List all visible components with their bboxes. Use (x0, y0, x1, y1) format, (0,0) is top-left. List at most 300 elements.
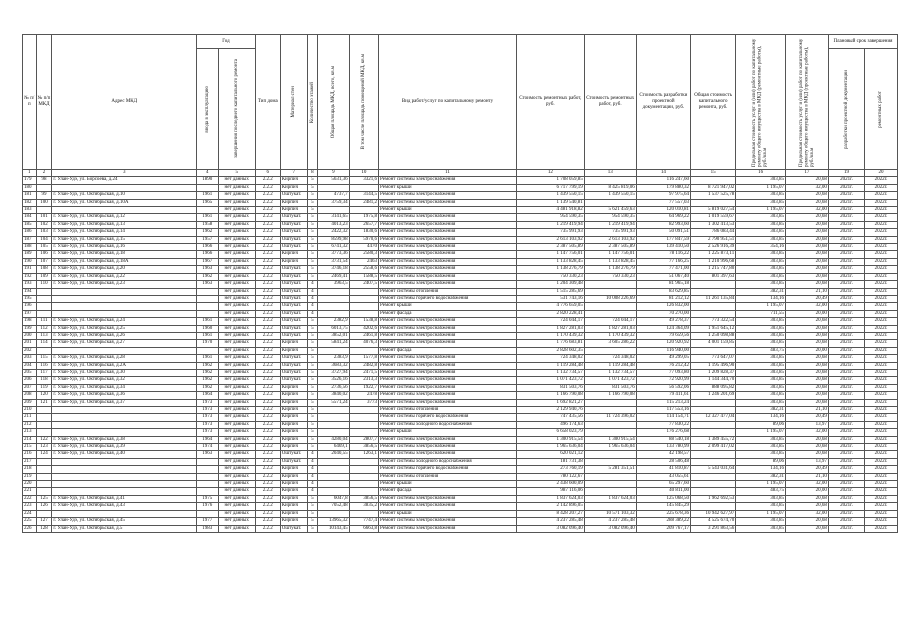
table-cell: нет данных (218, 510, 255, 517)
table-cell: Ремонт системы электроснабжения (379, 444, 517, 451)
table-cell: 5 (307, 244, 317, 251)
table-cell (318, 310, 350, 317)
table-cell: 77 166,25 (636, 258, 690, 265)
header-limit-repair: Предельная стоимость услуг и (или) работ по капитальному ремонту общего имущества в МКД (ремонтные работы), руб./кв.м (736, 35, 786, 170)
table-cell: 89,06 (736, 421, 786, 428)
table-cell (349, 184, 378, 191)
table-cell: 2021г. (828, 407, 864, 414)
table-cell: 2021г. (828, 362, 864, 369)
table-cell: 1 144 344,70 (691, 377, 736, 384)
table-cell: 108 (36, 266, 52, 273)
table-cell: 102 (36, 221, 52, 228)
table-cell: 2.2.2 (255, 369, 280, 376)
table-cell: 5 (307, 325, 317, 332)
table-cell: 5 (307, 236, 317, 243)
table-cell: 786 083,44 (691, 229, 736, 236)
table-cell: г. Улан-Удэ, ул. Октябрьская, д.25 (52, 325, 197, 332)
table-cell: Оштукат. (280, 192, 307, 199)
table-cell: 2022г. (865, 221, 898, 228)
table-cell: нет данных (218, 473, 255, 480)
table-cell: Ремонт системы электроснабжения (379, 525, 517, 532)
table-cell: 10143,45 (318, 525, 350, 532)
table-cell (36, 310, 52, 317)
table-cell: Ремонт системы горячего водоснабжения (379, 295, 517, 302)
table-cell: 2021г. (828, 518, 864, 525)
table-cell: 1890 (197, 177, 218, 184)
table-cell: Оштукат. (280, 318, 307, 325)
table-cell: нет данных (218, 266, 255, 273)
table-cell (52, 488, 197, 495)
table-row (23, 503, 898, 510)
table-cell: Ремонт системы электроснабжения (379, 518, 517, 525)
table-cell (197, 303, 218, 310)
table-cell (584, 429, 636, 436)
table-row (23, 421, 898, 428)
table-cell: 2 526 916,39 (691, 244, 736, 251)
table-cell: 111 (36, 318, 52, 325)
table-cell: г. Улан-Удэ, ул. Октябрьская, д.13 (52, 221, 197, 228)
table-cell: 20,68 (785, 273, 828, 280)
table-cell: Ремонт системы электроснабжения (379, 273, 517, 280)
table-cell: 303,85 (736, 525, 786, 532)
table-cell: 3 082 096,40 (516, 525, 584, 532)
table-cell: 303,85 (736, 362, 786, 369)
table-cell: г. Улан-Удэ, ул. Октябрьская, д.38 (52, 436, 197, 443)
table-cell: 225 (23, 518, 37, 525)
table-cell: Ремонт системы электроснабжения (379, 236, 517, 243)
table-cell: 32,00 (785, 207, 828, 214)
table-cell: нет данных (218, 518, 255, 525)
table-cell (584, 421, 636, 428)
table-cell: Кирпич (280, 392, 307, 399)
table-cell: г. Улан-Удэ, ул. Октябрьская, д.32 (52, 377, 197, 384)
table-cell: нет данных (218, 184, 255, 191)
column-number-row (23, 170, 898, 177)
table-cell (197, 488, 218, 495)
table-cell: 182 (23, 199, 37, 206)
table-cell (318, 347, 350, 354)
table-cell: 2022г. (865, 325, 898, 332)
table-cell: 8 721 947,02 (691, 184, 736, 191)
table-cell: Кирпич (280, 251, 307, 258)
table-cell: 3835,2 (349, 503, 378, 510)
table-cell: нет данных (218, 303, 255, 310)
header-limit-design: Предельная стоимость услуг и (или) работ по капитальному ремонту общего имущества в МКД (проектные работы), руб./кв.м (785, 35, 828, 170)
table-cell: Ремонт системы электроснабжения (379, 332, 517, 339)
table-cell: г. Улан-Удэ, ул. Октябрьская, д.14 (52, 229, 197, 236)
table-cell: 2.2.2 (255, 481, 280, 488)
table-cell: 5 (307, 177, 317, 184)
table-row (23, 473, 898, 480)
table-cell (349, 295, 378, 302)
table-cell: 20,68 (785, 377, 828, 384)
table-cell: 5 (307, 414, 317, 421)
table-cell: Ремонт системы электроснабжения (379, 392, 517, 399)
table-cell: 65 297,60 (636, 481, 690, 488)
table-cell (318, 429, 350, 436)
table-cell (52, 288, 197, 295)
table-cell: 2021г. (828, 295, 864, 302)
table-cell: Ремонт системы электроснабжения (379, 251, 517, 258)
header-cost-work: Стоимость ремонтных работ, руб. (516, 35, 584, 170)
table-cell: 2022г. (865, 244, 898, 251)
table-cell: 2021г. (828, 229, 864, 236)
table-cell: 20,68 (785, 199, 828, 206)
table-cell: Ремонт системы электроснабжения (379, 177, 517, 184)
table-cell: 2022г. (865, 332, 898, 339)
table-cell: 2.2.2 (255, 377, 280, 384)
table-cell: 735 991,93 (584, 229, 636, 236)
table-cell: 1965 (197, 199, 218, 206)
table-cell (349, 510, 378, 517)
table-cell: 2.2.2 (255, 207, 280, 214)
table-cell: 2463 (349, 258, 378, 265)
table-cell: 2022г. (865, 407, 898, 414)
table-cell: 1 147 756,01 (516, 251, 584, 258)
table-cell: Кирпич (280, 473, 307, 480)
table-cell: 121 (36, 399, 52, 406)
table-cell: Кирпич (280, 444, 307, 451)
table-cell: 3773 (349, 399, 378, 406)
table-cell: Оштукат. (280, 525, 307, 532)
table-cell: 124 (36, 451, 52, 458)
table-cell: 303,85 (736, 177, 786, 184)
table-cell: Ремонт системы электроснабжения (379, 244, 517, 251)
table-cell: Оштукат. (280, 332, 307, 339)
table-cell: 20,68 (785, 221, 828, 228)
table-cell: 181 731,38 (516, 458, 584, 465)
table-cell: 5 (307, 207, 317, 214)
table-cell: Кирпич (280, 429, 307, 436)
table-cell: 4470 (349, 244, 378, 251)
table-cell: Ремонт крыши (379, 481, 517, 488)
table-cell: нет данных (218, 466, 255, 473)
table-cell: 122 (36, 436, 52, 443)
table-cell: 1973 (197, 414, 218, 421)
table-cell: 206 (23, 377, 37, 384)
table-row (23, 207, 898, 214)
table-cell: 3683,32 (318, 362, 350, 369)
table-cell: 5 (307, 525, 317, 532)
table-cell: 2021г. (828, 332, 864, 339)
table-cell: 21,10 (785, 288, 828, 295)
table-cell: 2.2.2 (255, 414, 280, 421)
table-cell: г. Улан-Удэ, ул. Октябрьская, д.10А (52, 199, 197, 206)
table-cell: 1975 (197, 495, 218, 502)
table-cell: 221 (23, 488, 37, 495)
table-cell: Ремонт системы электроснабжения (379, 325, 517, 332)
table-cell: 42 198,57 (636, 451, 690, 458)
table-cell: 724 348,02 (584, 355, 636, 362)
table-cell: 2.2.2 (255, 295, 280, 302)
table-cell: 20,68 (785, 214, 828, 221)
table-cell: г. Улан-Удэ, ул. Октябрьская, д.23 (52, 281, 197, 288)
table-cell: 89,06 (736, 458, 786, 465)
table-cell: 77 557,03 (636, 199, 690, 206)
table-cell: 2022г. (865, 510, 898, 517)
table-cell: 2.2.2 (255, 473, 280, 480)
table-cell: 1 132 734,57 (516, 369, 584, 376)
table-cell: 6 717 799,19 (516, 184, 584, 191)
table-cell: 2.2.2 (255, 429, 280, 436)
table-row (23, 458, 898, 465)
table-cell: 127 (36, 518, 52, 525)
table-cell: 2022г. (865, 295, 898, 302)
table-cell: 801 397,63 (691, 273, 736, 280)
table-cell: 2.2.2 (255, 192, 280, 199)
table-cell: 1 195,07 (736, 429, 786, 436)
table-cell (52, 458, 197, 465)
table-cell (36, 407, 52, 414)
table-cell: 6469,1 (318, 444, 350, 451)
table-cell (197, 295, 218, 302)
table-cell: 5 (307, 444, 317, 451)
table-cell (349, 407, 378, 414)
table-cell: 2.2.2 (255, 251, 280, 258)
table-cell: 3321,6 (349, 177, 378, 184)
table-cell: 2580,3 (349, 251, 378, 258)
table-cell: Оштукат. (280, 244, 307, 251)
table-cell: Ремонт системы электроснабжения (379, 221, 517, 228)
table-cell: 99 (36, 192, 52, 199)
table-cell: 212 (23, 421, 37, 428)
table-cell: 20,68 (785, 281, 828, 288)
table-cell: 3856,5 (349, 495, 378, 502)
table-cell: 1 138 276,79 (584, 266, 636, 273)
table-cell (36, 488, 52, 495)
table-cell (318, 473, 350, 480)
table-row (23, 184, 898, 191)
table-cell: 106 (36, 251, 52, 258)
column-number-cell: 6 (255, 170, 280, 177)
table-cell: 20,68 (785, 362, 828, 369)
table-row (23, 495, 898, 502)
table-cell (691, 303, 736, 310)
table-cell: 133 780,99 (636, 444, 690, 451)
table-cell: нет данных (218, 369, 255, 376)
header-mkd-no: № п/п МКД (36, 35, 52, 170)
table-cell: 1 692 821,27 (516, 399, 584, 406)
table-cell: 202 (23, 347, 37, 354)
table-cell: 1 250 098,88 (691, 332, 736, 339)
table-row (23, 377, 898, 384)
table-cell: 177 847,59 (636, 236, 690, 243)
table-cell: 2022г. (865, 340, 898, 347)
table-cell: 4 525 674,70 (691, 518, 736, 525)
table-cell (691, 407, 736, 414)
table-cell: 3526,16 (318, 377, 350, 384)
table-cell: 2.2.2 (255, 347, 280, 354)
table-cell: нет данных (218, 281, 255, 288)
table-cell: 3731,54 (318, 258, 350, 265)
table-cell: 2021г. (828, 244, 864, 251)
table-cell (318, 510, 350, 517)
table-cell: Кирпич (280, 495, 307, 502)
table-cell: 116 (36, 362, 52, 369)
table-cell: Оштукат. (280, 229, 307, 236)
table-cell: 186 (23, 229, 37, 236)
table-cell: 101 (36, 214, 52, 221)
table-cell: Ремонт системы электроснабжения (379, 340, 517, 347)
table-cell: Оштукат. (280, 266, 307, 273)
table-cell: 120 (36, 392, 52, 399)
table-cell: 2022г. (865, 488, 898, 495)
table-cell: нет данных (218, 288, 255, 295)
table-cell: г. Улан-Удэ, ул. Октябрьская, д.41 (52, 495, 197, 502)
table-cell: 5 (307, 384, 317, 391)
table-cell: Ремонт фасада (379, 310, 517, 317)
table-cell: 2.2.2 (255, 177, 280, 184)
table-row (23, 510, 898, 517)
table-cell (197, 458, 218, 465)
table-cell: 125 (36, 495, 52, 502)
header-year-overhaul: завершения последнего капитального ремонта (218, 49, 255, 170)
table-cell: 41 810,87 (636, 466, 690, 473)
table-cell: 2.2.2 (255, 392, 280, 399)
table-cell: 1 019 559,67 (691, 214, 736, 221)
table-cell: 5 543 031,64 (691, 466, 736, 473)
table-cell: 43 055,61 (636, 473, 690, 480)
table-cell: 303,85 (736, 377, 786, 384)
table-row (23, 518, 898, 525)
table-cell (318, 303, 350, 310)
table-cell: 2021г. (828, 177, 864, 184)
column-number-cell: 11 (379, 170, 517, 177)
table-cell: Оштукат. (280, 377, 307, 384)
table-cell: 28 506,48 (636, 458, 690, 465)
table-cell: 2022г. (865, 303, 898, 310)
table-cell: 10 008 226,69 (584, 295, 636, 302)
table-cell: нет данных (218, 177, 255, 184)
table-cell: Ремонт системы отопления (379, 407, 517, 414)
table-cell: Ремонт системы электроснабжения (379, 369, 517, 376)
table-cell: 1 389 455,72 (691, 436, 736, 443)
table-cell: 4076,3 (349, 340, 378, 347)
table-cell: 3963,5 (318, 281, 350, 288)
table-cell: 2.2.2 (255, 332, 280, 339)
table-cell: 5 (307, 392, 317, 399)
table-cell: 6047,8 (318, 495, 350, 502)
table-row (23, 236, 898, 243)
table-cell: Ремонт системы электроснабжения (379, 399, 517, 406)
table-cell: 1588,5 (349, 273, 378, 280)
table-cell (52, 510, 197, 517)
table-cell: 20,68 (785, 392, 828, 399)
table-cell: 2 129 940,76 (516, 407, 584, 414)
table-cell: 1922,7 (349, 384, 378, 391)
table-cell: 888 095,82 (691, 384, 736, 391)
table-cell: Ремонт системы электроснабжения (379, 451, 517, 458)
table-cell: Ремонт системы электроснабжения (379, 384, 517, 391)
table-cell: 1 204 309,48 (516, 281, 584, 288)
table-cell: 10 942 627,97 (691, 510, 736, 517)
table-cell: 1 166 790,08 (516, 392, 584, 399)
table-cell: 303,85 (736, 503, 786, 510)
table-cell: 5 (307, 347, 317, 354)
table-cell: 2.2.2 (255, 325, 280, 332)
table-cell: 1 195,07 (736, 303, 786, 310)
table-cell: 81 212,12 (636, 295, 690, 302)
table-cell (197, 207, 218, 214)
table-cell: 288 389,22 (636, 518, 690, 525)
table-cell (349, 207, 378, 214)
table-cell: 4 001 159,85 (691, 340, 736, 347)
table-cell: 2022г. (865, 273, 898, 280)
table-cell: 5 (307, 377, 317, 384)
table-cell: Оштукат. (280, 369, 307, 376)
table-cell: 88 540,18 (636, 436, 690, 443)
table-cell: нет данных (218, 481, 255, 488)
table-cell: 2021г. (828, 481, 864, 488)
table-cell: 2.2.2 (255, 510, 280, 517)
table-cell: Ремонт системы электроснабжения (379, 318, 517, 325)
table-cell: 145 845,29 (636, 503, 690, 510)
table-cell: 2313,3 (349, 377, 378, 384)
table-cell: 223 (23, 503, 37, 510)
table-cell: 116 247,60 (636, 177, 690, 184)
table-cell: Ремонт системы горячего водоснабжения (379, 466, 517, 473)
table-cell (52, 303, 197, 310)
table-row (23, 481, 898, 488)
table-row (23, 214, 898, 221)
header-address: Адрес МКД (52, 35, 197, 170)
table-cell: 193 (23, 281, 37, 288)
table-cell: нет данных (218, 295, 255, 302)
table-cell: 5 (307, 251, 317, 258)
table-cell: г. Улан-Удэ, ул. Октябрьская, д.18 (52, 251, 197, 258)
table-cell: 4 481 918,82 (516, 207, 584, 214)
table-cell: 204 (23, 362, 37, 369)
table-cell: 1 951 645,12 (691, 325, 736, 332)
table-cell (36, 347, 52, 354)
table-cell: 192 (23, 273, 37, 280)
table-cell: 5 (307, 221, 317, 228)
table-cell: 5 (307, 429, 317, 436)
table-cell: 3 605 286,22 (584, 340, 636, 347)
table-cell: 179 880,32 (636, 184, 690, 191)
table-cell: 2.2.2 (255, 244, 280, 251)
table-cell: нет данных (218, 214, 255, 221)
table-cell: 220 (23, 481, 37, 488)
table-cell (36, 288, 52, 295)
table-cell: 4202,6 (349, 325, 378, 332)
table-cell: 1 708 059,85 (516, 177, 584, 184)
table-cell (318, 407, 350, 414)
table-cell: 2558,6 (349, 266, 378, 273)
table-cell: 303,85 (736, 384, 786, 391)
table-cell: 214 (23, 436, 37, 443)
table-cell (52, 407, 197, 414)
table-cell: 20,00 (785, 347, 828, 354)
column-number-cell: 17 (785, 170, 828, 177)
table-cell: 5 (307, 340, 317, 347)
table-cell: 2022г. (865, 362, 898, 369)
table-cell (36, 295, 52, 302)
column-number-cell: 16 (736, 170, 786, 177)
table-cell: 1977 (197, 518, 218, 525)
table-cell: 2 613 103,92 (584, 236, 636, 243)
table-cell: нет данных (218, 273, 255, 280)
table-cell: Оштукат. (280, 451, 307, 458)
table-cell: 2021г. (828, 310, 864, 317)
table-row (23, 251, 898, 258)
table-cell: 2022г. (865, 466, 898, 473)
table-cell: 3852,01 (318, 332, 350, 339)
table-cell: 2021г. (828, 199, 864, 206)
table-cell: 32,00 (785, 184, 828, 191)
table-cell (691, 288, 736, 295)
table-cell (584, 177, 636, 184)
